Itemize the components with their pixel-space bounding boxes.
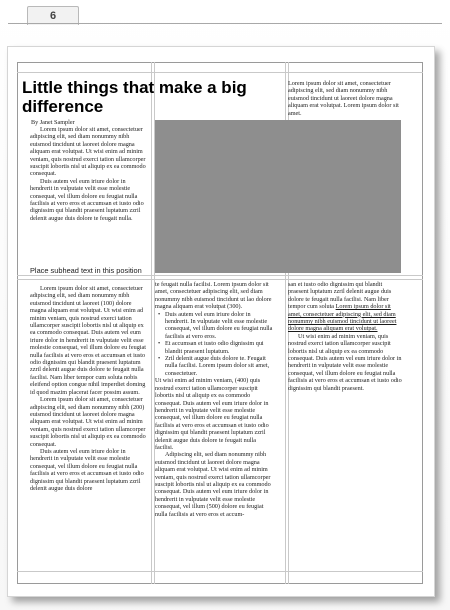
paragraph: Lorem ipsum dolor sit amet, consectetuer adipiscing elit, sed diam nonummy nibh euismod tincidunt ut laoreet dolore magna aliquam erat volutpat. Lorem ipsum dolor sit amet. (288, 80, 399, 117)
paragraph: Ut wisi enim ad minim veniam, quis nostrud exerci tation ullamcorper suscipit lobortis nisl ut aliquip ex ea commodo consequat. Duis autem vel eum iriure dolor in hendrerit in vulputate velit esse molestie consequat, vel illum dolore eu feugiat nulla facilisis at vero eros et accumsan et iusto odio dignissim qui blandit praesent. (288, 332, 402, 392)
column-2-body[interactable] (155, 281, 275, 518)
list-item: • Et accumsan et iusto odio dignissim qui blandit praesent luptatum. (165, 340, 275, 355)
paragraph: Lorem ipsum dolor sit amet, consectetuer adipiscing elit, sed diam nonummy nibh euismod tincidunt ut laoreet dolore magna aliquam erat volutpat. Ut wisi enim ad minim veniam, quis nostrud exerci tation ullamcorper suscipit lobortis nisl ut aliquip ex ea commodo consequat. (30, 126, 146, 178)
column-3-top[interactable] (288, 80, 402, 117)
paragraph: Lorem ipsum dolor sit amet, consectetuer adipiscing elit, sed diam nonummy nibh (200) euismod tincidunt ut laoreet dolore magna aliquam erat volutpat. Ut wisi enim ad minim veniam, quis nostrud exerci tation ullamcorper suscipit lobortis nisl ut aliquip ex ea commodo consequat. (30, 396, 146, 448)
paragraph: Lorem ipsum dolor sit amet, consectetuer adipiscing elit, sed diam nonummy nibh euismod tincidunt ut laoreet (100) dolore magna aliquam erat volutpat. Ut wisi enim ad minim veniam, quis nostrud exerci tation ullamcorper suscipit lobortis nisl ut aliquip ex ea commodo consequat. Duis autem vel eum iriure dolor in hendrerit in vulputate velit esse molestie consequat, vel illum dolore eu feugiat nulla facilisis at vero eros et accumsan et iusto odio dignissim qui blandit praesent luptatum zzril delenit augue duis dolore te feugait nulla facilisi. Nam liber tempor cum soluta nobis eleifend option congue nihil imperdiet doming id quod mazim placerat facer possim assum. (30, 285, 146, 396)
paragraph: Duis autem vel eum iriure dolor in hendrerit in vulputate velit esse molestie consequat, vel illum dolore eu feugiat nulla facilisis at vero eros et accumsan et iusto odio dignissim qui blandit praesent luptatum zzril delenit augue duis dolore te feugait nulla. (30, 177, 144, 222)
article-byline[interactable]: By Janet Sampler (31, 119, 75, 126)
column-1-body[interactable] (30, 285, 146, 492)
article-headline[interactable]: Little things that make a big difference (22, 78, 247, 116)
paragraph: Adipiscing elit, sed diam nonummy nibh euismod tincidunt ut laoreet dolore magna aliquam erat volutpat. Ut wisi enim ad minim veniam, quis nostrud exerci tation ullamcorper suscipit lobortis nisl ut aliquip ex ea commodo consequat. Duis autem vel eum iriure dolor in hendrerit in vulputate velit esse molestie consequat, vel illum (500) dolore eu feugiat nulla facilisis at vero eros et accum- (155, 451, 271, 518)
row-guide-middle-2 (17, 279, 423, 280)
column-1-intro[interactable] (30, 126, 146, 222)
list-item: • Duis autem vel eum iriure dolor in hendrerit. In vulputate velit esse molestie consequat, vel illum dolore eu feugiat nulla facilisis at vero eros. (165, 311, 275, 341)
paragraph: te feugait nulla facilisi. Lorem ipsum dolor sit amet, consectetuer adipiscing elit, sed diam nonummy nibh euismod tincidunt ut lao dolore magna aliquam erat volutpat (300). (155, 281, 272, 311)
underlined-text: Lorem ipsum dolor sit amet, consectetuer adipiscing elit, sed diam nonummy nibh euismod tincidunt ut laoreet dolore magna aliquam erat volutpat. (288, 303, 397, 333)
paragraph: Ut wisi enim ad minim veniam, (400) quis nostrud exerci tation ullamcorper suscipit lobortis nisl ut aliquip ex ea commodo consequat. Duis autem vel eum iriure dolor in hendrerit in vulputate velit esse molestie consequat, vel illum dolore eu feugiat nulla facilisis at vero eros et accumsan et iusto odio dignissim qui blandit praesent luptatum zzril delenit augue duis dolore te feugait nulla facilisi. (155, 377, 269, 451)
row-guide-middle (17, 275, 423, 276)
text-run: san et iusto odio dignissim qui blandit praesent luptatum zzril delenit augue duis dolore te feugait nulla facilisi. Nam liber tempor cum soluta (288, 281, 392, 311)
column-3-body[interactable] (288, 281, 402, 392)
image-placeholder[interactable] (155, 120, 401, 273)
article-subhead[interactable]: Place subhead text in this position (30, 266, 142, 275)
list-item: • Zril delenit augue duis dolore te. Feugait nulla facilisi. Lorem ipsum dolor sit amet, consectetuer. (165, 355, 275, 377)
column-guide-1-right (151, 62, 152, 584)
row-guide-top (17, 72, 423, 73)
paragraph: Duis autem vel eum iriure dolor in hendrerit in vulputate velit esse molestie consequat, vel illum dolore eu feugiat nulla facilisis at vero eros et accumsan et iusto odio dignissim qui blandit praesent luptatum zzril delenit augue duis dolore (30, 447, 144, 492)
paragraph (288, 281, 402, 333)
row-guide-bottom (17, 571, 423, 572)
page-number: 6 (49, 10, 57, 22)
tab-divider (8, 23, 442, 24)
bullet-list (155, 311, 275, 378)
